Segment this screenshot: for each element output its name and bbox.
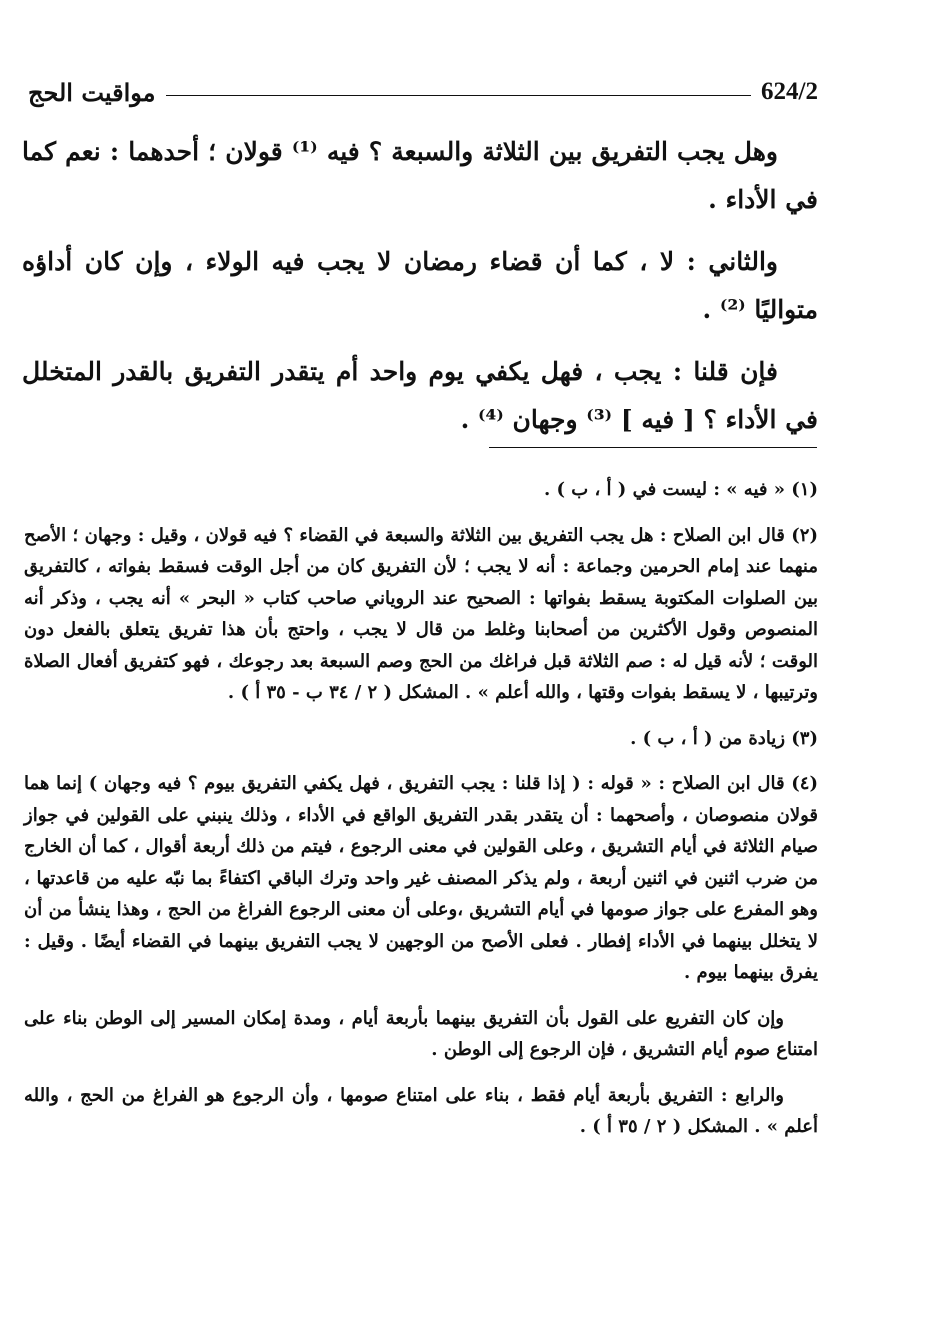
main-paragraph: وهل يجب التفريق بين الثلاثة والسبعة ؟ فيه ⁽¹⁾ قولان ؛ أحدهما : نعم كما في الأداء .: [22, 137, 818, 214]
main-text: [22, 128, 818, 460]
footnote-4-continuation: وإن كان التفريع على القول بأن التفريق بينهما بأربعة أيام ، ومدة إمكان المسير إلى الوطن بناء على امتناع صوم أيام التشريق ، فإن الرجوع إلى الوطن .: [24, 1007, 818, 1060]
footnote-4-continuation: والرابع : التفريق بأربعة أيام فقط ، بناء على امتناع صومها ، وأن الرجوع هو الفراغ من الحج ، والله أعلم » . المشكل ( ٢ / ٣٥ أ ) .: [24, 1084, 818, 1137]
running-title: مواقيت الحج: [28, 77, 156, 107]
footnote-separator: [489, 447, 817, 448]
footnote-3: (٣) زيادة من ( أ ، ب ) .: [630, 727, 818, 749]
page-number: 624/2: [761, 78, 818, 105]
footnote-4: (٤) قال ابن الصلاح : « قوله : ( إذا قلنا : يجب التفريق ، فهل يكفي التفريق بيوم ؟ فيه وجهان ) إنما هما قولان منصوصان ، وأصحهما : أن يتقدر بقدر التفريق الواقع في الأداء ، وذلك ينبني على القولين في جواز صيام الثلاثة في أيام التشريق ، وعلى القولين في معنى الرجوع ، فيتم من ذلك أربعة أقوال ، كما أن الخارج من ضرب اثنين في اثنين أربعة ، ولم يذكر المصنف غير واحد وترك الباقي اكتفاءً بما نبّه عليه من قاعدتها ، وهو المفرع على جواز صومها في أيام التشريق ،وعلى أن معنى الرجوع الفراغ من الحج ، وهذا ينشأ من أن لا يتخلل بينهما في الأداء إفطار . فعلى الأصح من الوجهين لا يجب التفريق بينهما في القضاء أيضًا . وقيل : يفرق بينهما بيوم .: [24, 773, 818, 983]
main-paragraph: فإن قلنا : يجب ، فهل يكفي يوم واحد أم يتقدر التفريق بالقدر المتخلل في الأداء ؟ [ فيه ] ⁽³⁾ وجهان ⁽⁴⁾ .: [22, 357, 818, 434]
header-rule: [166, 95, 752, 96]
main-paragraph: والثاني : لا ، كما أن قضاء رمضان لا يجب فيه الولاء ، وإن كان أداؤه متواليًا ⁽²⁾ .: [22, 247, 818, 324]
page-header: [28, 72, 818, 112]
footnote-1: (١) « فيه » : ليست في ( أ ، ب ) .: [543, 479, 818, 500]
footnotes: [24, 474, 818, 1157]
footnote-2: (٢) قال ابن الصلاح : هل يجب التفريق بين الثلاثة والسبعة في القضاء ؟ فيه قولان ، وقيل : وجهان ؛ الأصح منهما عند إمام الحرمين وجماعة : أنه لا يجب ؛ لأن التفريق كان من أجل الوقت فسقط بفواته ، كالتفريق بين الصلوات المكتوبة يسقط بفواتها : الصحيح عند الروياني صاحب كتاب « البحر » أنه يجب ، وذكر أنه المنصوص وقول الأكثرين من أصحابنا وغلط من قال لا يجب ، واحتج بأن هذا تفريق يتعلق بالفعل دون الوقت ؛ لأنه قيل له : صم الثلاثة قبل فراغك من الحج وصم السبعة بعد رجوعك ، فهو كتفريق أفعال الصلاة وترتيبها ، لا يسقط بفوات وقتها ، والله أعلم » . المشكل ( ٢ / ٣٤ ب - ٣٥ أ ) .: [24, 524, 818, 703]
